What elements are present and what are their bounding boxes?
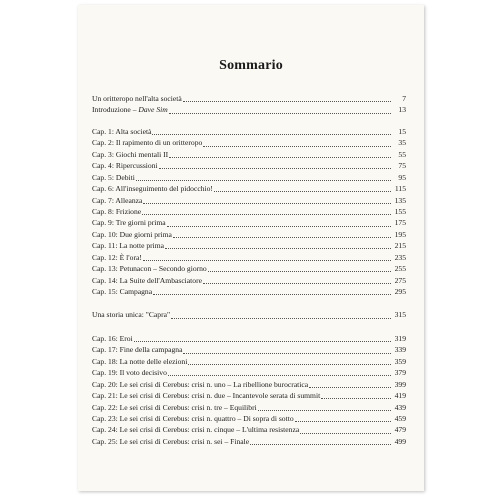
toc-entry-title: Cap. 20: Le sei crisi di Cerebus: crisi n. uno – La ribellione burocratica bbox=[92, 379, 309, 389]
toc-entry-title: Cap. 8: Frizione bbox=[92, 206, 142, 216]
toc-entry-author: Dave Sim bbox=[138, 105, 168, 115]
toc-entry-page-number: 13 bbox=[398, 105, 406, 115]
toc-entry-page-number: 155 bbox=[394, 206, 406, 216]
toc-entry-title: Cap. 25: Le sei crisi di Cerebus: crisi n. sei – Finale bbox=[92, 436, 250, 446]
toc-entry bbox=[92, 126, 406, 137]
toc-entry-title: Cap. 15: Campagna bbox=[92, 287, 153, 296]
toc-entry-title: Cap. 13: Petunacon – Secondo giorno bbox=[92, 264, 207, 274]
toc-entry-page-number: 439 bbox=[394, 402, 406, 412]
toc-entry-page-number: 95 bbox=[398, 172, 406, 182]
toc-entry-title: Cap. 14: La Suite dell'Ambasciatore bbox=[92, 275, 202, 285]
toc-entry bbox=[92, 344, 406, 355]
toc-entry-page-number: 459 bbox=[394, 413, 406, 423]
toc-entry-title: Cap. 16: Eroi bbox=[92, 333, 133, 343]
toc-entry-page-number: 115 bbox=[394, 184, 406, 194]
toc-entry-title: Cap. 11: La notte prima bbox=[92, 241, 165, 251]
toc-entry bbox=[92, 402, 406, 413]
dot-leader bbox=[300, 427, 391, 434]
dot-leader bbox=[258, 404, 391, 411]
toc-entry bbox=[92, 172, 406, 183]
dot-leader bbox=[143, 254, 391, 261]
toc-entry-title: Una storia unica: "Capra" bbox=[92, 310, 171, 320]
dot-leader bbox=[203, 277, 391, 284]
toc-entry-page-number: 295 bbox=[394, 287, 406, 296]
toc-entry-page-number: 35 bbox=[398, 138, 406, 148]
toc-entry bbox=[92, 413, 406, 424]
toc-entry bbox=[92, 424, 406, 435]
toc-entry bbox=[92, 286, 406, 297]
dot-leader bbox=[153, 288, 391, 295]
dot-leader bbox=[309, 381, 391, 388]
toc-entry-page-number: 255 bbox=[394, 264, 406, 274]
toc-entry-title: Introduzione – Dave Sim bbox=[92, 105, 168, 115]
toc-entry-page-number: 275 bbox=[394, 275, 406, 285]
toc-entry bbox=[92, 217, 406, 228]
toc-entry bbox=[92, 252, 406, 263]
toc-entry bbox=[92, 263, 406, 274]
dot-leader bbox=[321, 392, 391, 399]
dot-leader bbox=[134, 335, 391, 342]
dot-leader bbox=[169, 151, 391, 158]
dot-leader bbox=[171, 312, 391, 319]
toc-entry-title: Cap. 7: Alleanza bbox=[92, 195, 143, 205]
toc-entry-title: Cap. 22: Le sei crisi di Cerebus: crisi n. tre – Equilibri bbox=[92, 402, 257, 412]
toc-entry bbox=[92, 367, 406, 378]
toc-entry-page-number: 399 bbox=[394, 379, 406, 389]
toc-entry-title: Cap. 5: Debiti bbox=[92, 172, 135, 182]
toc-entry-page-number: 419 bbox=[394, 391, 406, 401]
book-page bbox=[78, 5, 424, 491]
toc-entry-title: Cap. 4: Ripercussioni bbox=[92, 161, 158, 171]
toc-entry bbox=[92, 104, 406, 115]
dot-leader bbox=[188, 358, 391, 365]
toc-entry-page-number: 379 bbox=[394, 368, 406, 378]
dot-leader bbox=[208, 265, 391, 272]
dot-leader bbox=[214, 185, 391, 192]
toc-entry-title: Cap. 10: Due giorni prima bbox=[92, 229, 172, 239]
toc-entry-title: Cap. 9: Tre giorni prima bbox=[92, 218, 166, 228]
toc-entry-page-number: 135 bbox=[394, 195, 406, 205]
table-of-contents bbox=[92, 93, 406, 447]
dot-leader bbox=[169, 107, 391, 114]
dot-leader bbox=[142, 208, 391, 215]
page-title: Sommario bbox=[219, 58, 283, 73]
toc-entry-page-number: 315 bbox=[394, 310, 406, 320]
toc-entry-title: Cap. 19: Il voto decisivo bbox=[92, 368, 167, 378]
toc-entry-title: Un oritteropo nell'alta società bbox=[92, 94, 182, 103]
toc-entry bbox=[92, 309, 406, 320]
toc-entry bbox=[92, 229, 406, 240]
toc-entry-title: Cap. 6: All'inseguimento del pidocchio! bbox=[92, 184, 213, 194]
section-spacer bbox=[92, 116, 406, 126]
dot-leader bbox=[173, 231, 391, 238]
toc-entry-page-number: 339 bbox=[394, 345, 406, 355]
toc-entry bbox=[92, 160, 406, 171]
toc-entry bbox=[92, 183, 406, 194]
toc-entry-title: Cap. 24: Le sei crisi di Cerebus: crisi n. cinque – L'ultima resistenza bbox=[92, 425, 300, 435]
toc-entry-page-number: 175 bbox=[394, 218, 406, 228]
toc-entry-page-number: 499 bbox=[394, 436, 406, 446]
dot-leader bbox=[165, 242, 391, 249]
dot-leader bbox=[183, 95, 391, 102]
toc-entry-page-number: 15 bbox=[398, 126, 406, 136]
toc-entry-page-number: 479 bbox=[394, 425, 406, 435]
section-spacer bbox=[92, 321, 406, 333]
toc-entry-page-number: 359 bbox=[394, 356, 406, 366]
toc-entry-page-number: 235 bbox=[394, 252, 406, 262]
toc-entry bbox=[92, 240, 406, 251]
toc-entry-page-number: 319 bbox=[394, 333, 406, 343]
toc-entry bbox=[92, 356, 406, 367]
toc-entry bbox=[92, 390, 406, 401]
dot-leader bbox=[295, 415, 391, 422]
toc-entry-title: Cap. 23: Le sei crisi di Cerebus: crisi n. quattro – Di sopra di sotto bbox=[92, 413, 294, 423]
toc-entry-page-number: 55 bbox=[398, 149, 406, 159]
toc-entry bbox=[92, 137, 406, 148]
toc-entry bbox=[92, 436, 406, 447]
dot-leader bbox=[250, 438, 391, 445]
toc-entry-page-number: 195 bbox=[394, 229, 406, 239]
dot-leader bbox=[136, 174, 391, 181]
toc-entry-title: Cap. 3: Giochi mentali II bbox=[92, 149, 169, 159]
toc-entry-title: Cap. 21: Le sei crisi di Cerebus: crisi n. due – Incantevole serata di summit bbox=[92, 391, 321, 401]
toc-entry bbox=[92, 379, 406, 390]
toc-entry bbox=[92, 195, 406, 206]
toc-entry-page-number: 75 bbox=[398, 161, 406, 171]
toc-entry bbox=[92, 93, 406, 104]
toc-entry-page-number: 215 bbox=[394, 241, 406, 251]
toc-entry-title: Cap. 18: La notte delle elezioni bbox=[92, 356, 188, 366]
dot-leader bbox=[159, 162, 391, 169]
toc-entry-title: Cap. 1: Alta società bbox=[92, 126, 152, 136]
toc-entry-title: Cap. 17: Fine della campagna bbox=[92, 345, 183, 355]
toc-entry-title: Cap. 2: Il rapimento di un oritteropo bbox=[92, 138, 203, 148]
dot-leader bbox=[203, 140, 391, 147]
toc-entry-title: Cap. 12: È l'ora! bbox=[92, 252, 142, 262]
dot-leader bbox=[152, 128, 391, 135]
dot-leader bbox=[143, 197, 391, 204]
toc-entry bbox=[92, 149, 406, 160]
toc-entry bbox=[92, 333, 406, 344]
dot-leader bbox=[183, 347, 391, 354]
toc-entry-page-number: 7 bbox=[402, 94, 406, 103]
section-spacer bbox=[92, 297, 406, 309]
toc-entry bbox=[92, 275, 406, 286]
dot-leader bbox=[167, 220, 391, 227]
dot-leader bbox=[168, 369, 391, 376]
toc-entry bbox=[92, 206, 406, 217]
